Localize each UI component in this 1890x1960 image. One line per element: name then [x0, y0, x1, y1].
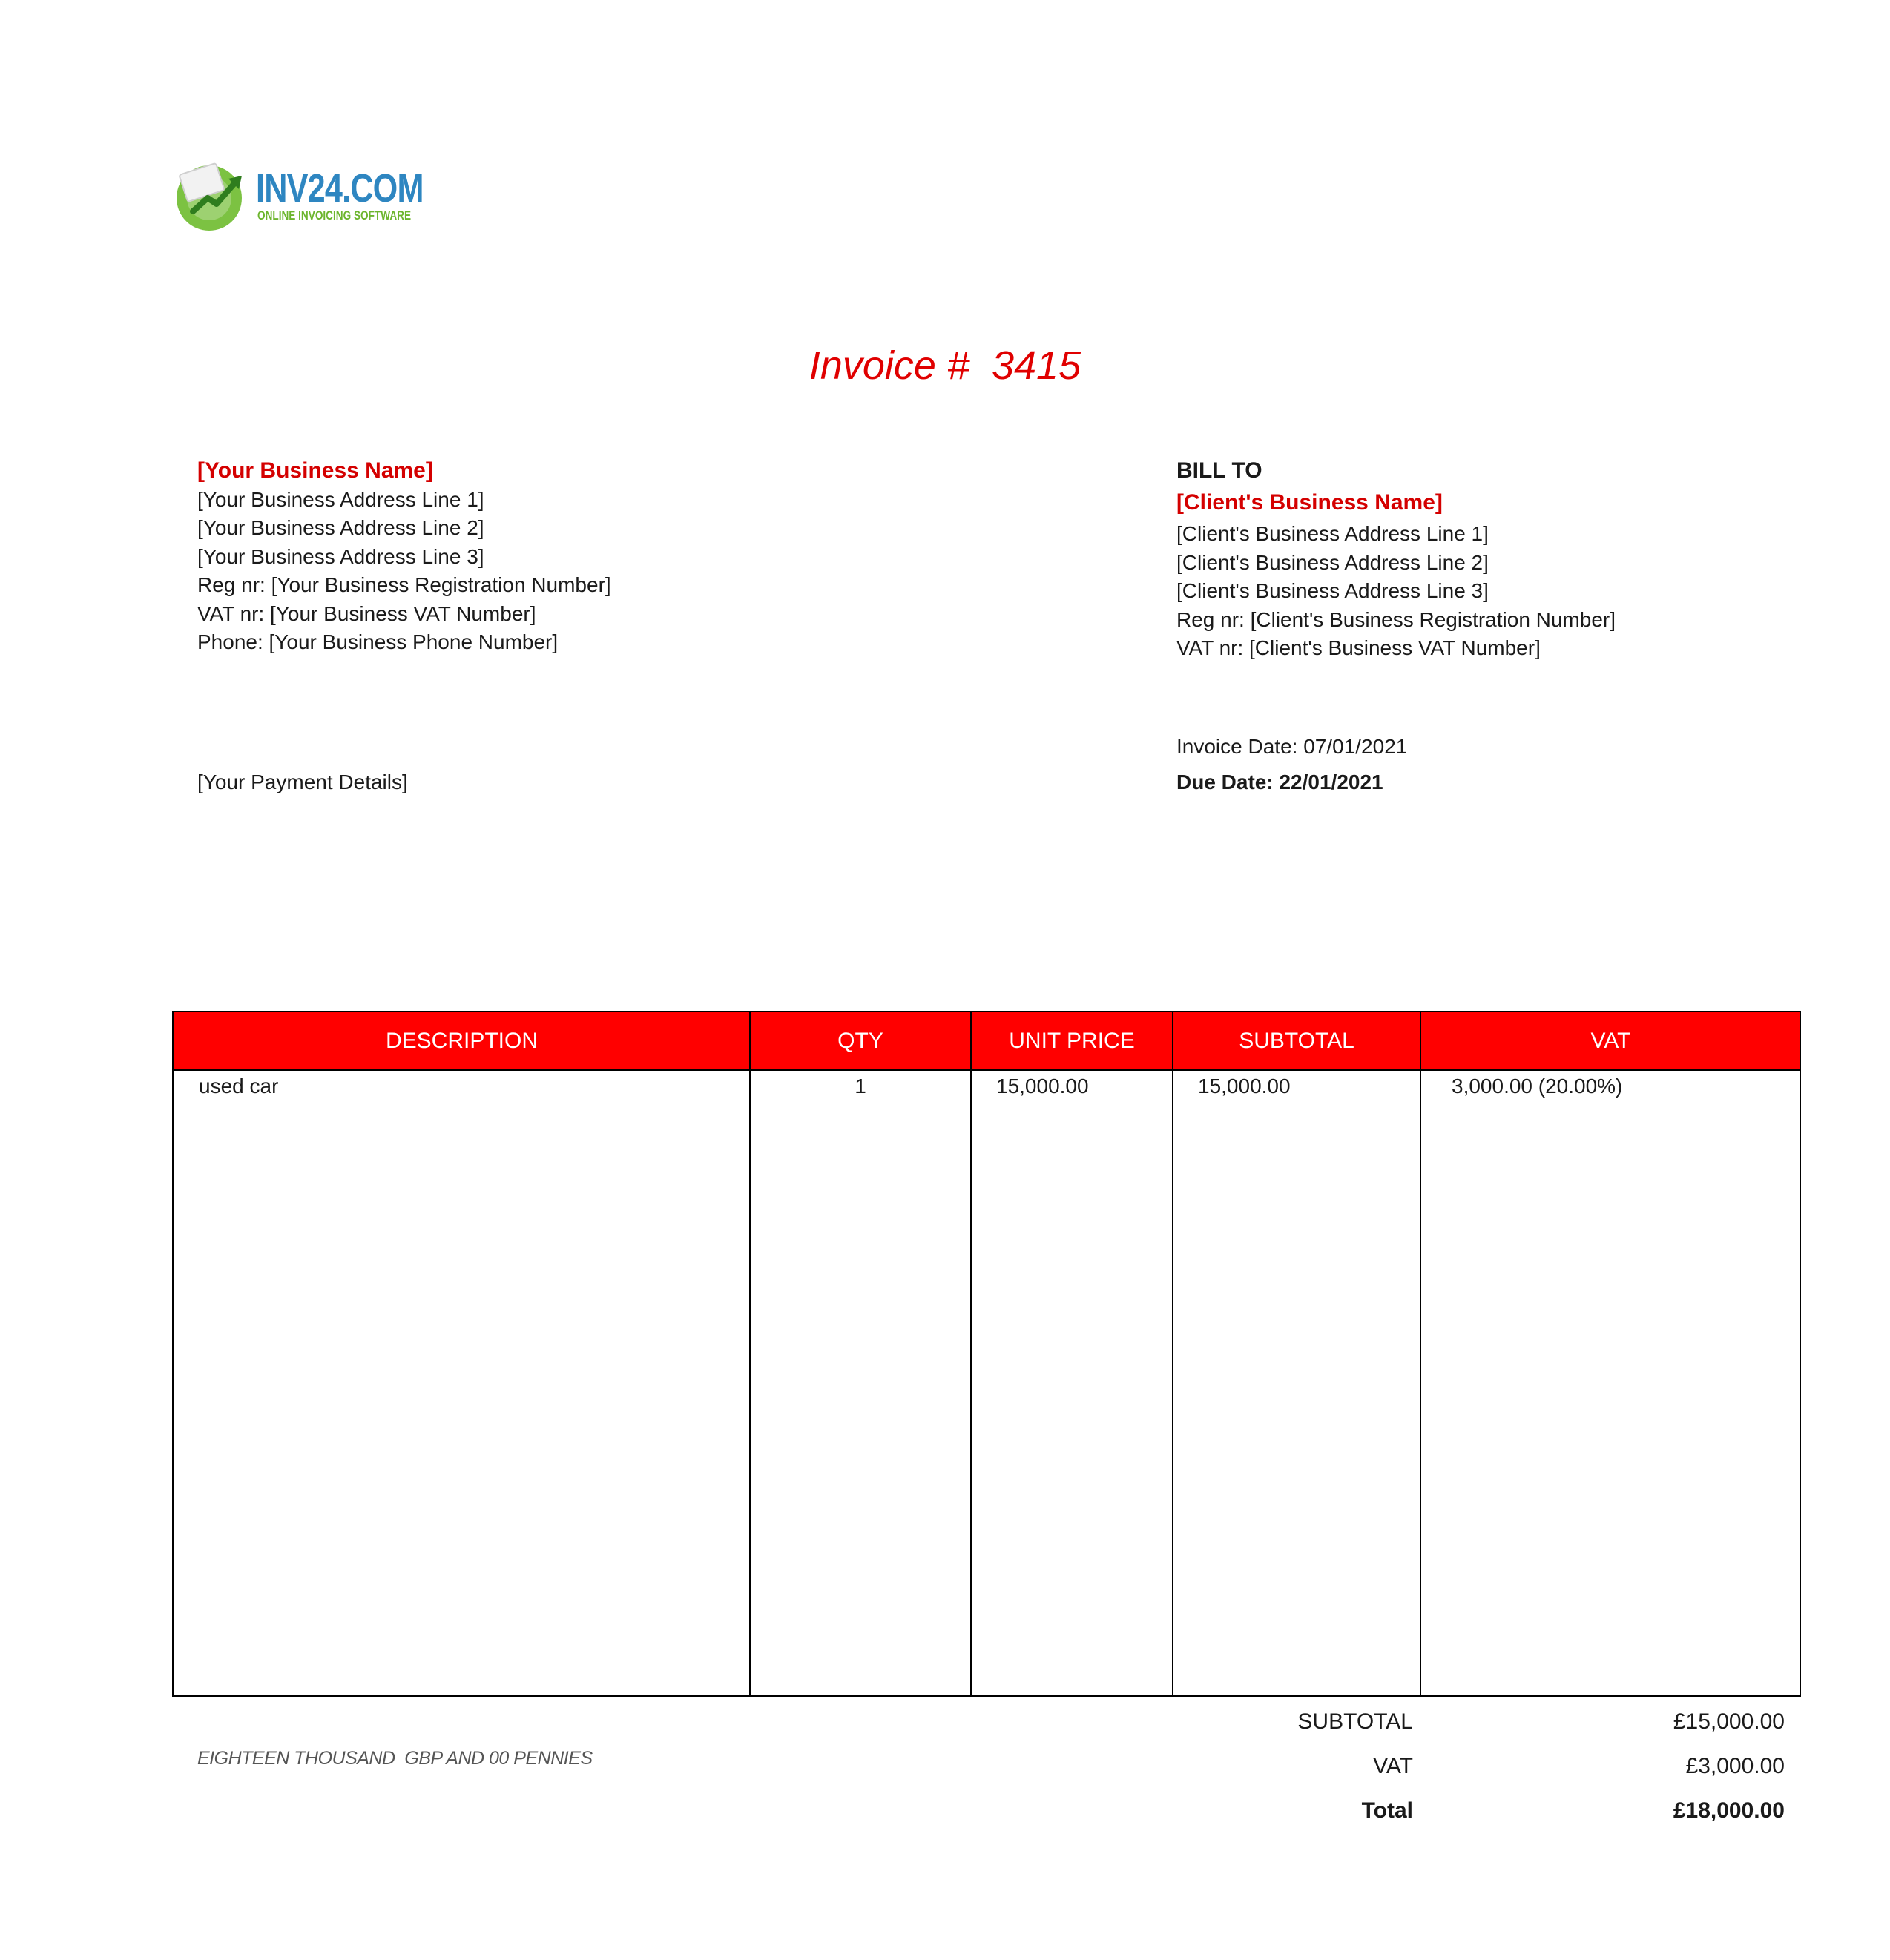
items-table [172, 1011, 1801, 1697]
client-reg: Reg nr: [Client's Business Registration Number] [1176, 607, 1616, 631]
cell-unit-price: 15,000.00 [996, 1075, 1089, 1098]
client-address-1: [Client's Business Address Line 1] [1176, 522, 1489, 545]
total-label: Total [1361, 1798, 1413, 1823]
client-address-2: [Client's Business Address Line 2] [1176, 550, 1489, 574]
vat-label: VAT [1373, 1754, 1413, 1778]
seller-address-2: [Your Business Address Line 2] [197, 516, 484, 539]
column-divider [749, 1012, 751, 1695]
seller-reg: Reg nr: [Your Business Registration Number] [197, 573, 611, 596]
seller-block [197, 457, 611, 657]
header-description: DESCRIPTION [385, 1029, 539, 1053]
client-name: [Client's Business Name] [1176, 489, 1443, 515]
seller-name: [Your Business Name] [197, 458, 433, 483]
payment-details: [Your Payment Details] [197, 771, 408, 793]
cell-subtotal: 15,000.00 [1198, 1075, 1291, 1098]
cell-description: used car [199, 1075, 279, 1098]
logo [172, 159, 424, 234]
client-vat: VAT nr: [Client's Business VAT Number] [1176, 636, 1541, 659]
amount-in-words: EIGHTEEN THOUSAND GBP AND 00 PENNIES [197, 1748, 593, 1769]
invoice-date: Invoice Date: 07/01/2021 [1176, 735, 1408, 758]
cell-vat: 3,000.00 (20.00%) [1452, 1075, 1623, 1098]
header-unit-price: UNIT PRICE [1009, 1029, 1135, 1053]
logo-name: INV24.COM [256, 166, 424, 211]
logo-icon [172, 159, 254, 234]
due-date: Due Date: 22/01/2021 [1176, 771, 1383, 793]
seller-vat: VAT nr: [Your Business VAT Number] [197, 601, 536, 625]
column-divider [1420, 1012, 1421, 1695]
seller-address-3: [Your Business Address Line 3] [197, 544, 484, 568]
total-value: £18,000.00 [1673, 1798, 1785, 1823]
bill-to-block [1176, 457, 1616, 663]
table-header [174, 1012, 1800, 1071]
vat-value: £3,000.00 [1685, 1754, 1785, 1778]
header-qty: QTY [837, 1029, 883, 1053]
client-address-3: [Client's Business Address Line 3] [1176, 579, 1489, 602]
column-divider [1172, 1012, 1173, 1695]
invoice-title: Invoice # 3415 [809, 343, 1081, 388]
header-vat: VAT [1590, 1029, 1631, 1053]
subtotal-label: SUBTOTAL [1297, 1709, 1413, 1734]
subtotal-value: £15,000.00 [1673, 1709, 1785, 1734]
bill-to-heading: BILL TO [1176, 458, 1262, 483]
header-subtotal: SUBTOTAL [1239, 1029, 1354, 1053]
seller-address-1: [Your Business Address Line 1] [197, 487, 484, 511]
seller-phone: Phone: [Your Business Phone Number] [197, 630, 559, 653]
logo-tagline: ONLINE INVOICING SOFTWARE [257, 208, 412, 222]
cell-qty: 1 [855, 1075, 866, 1098]
column-divider [970, 1012, 972, 1695]
